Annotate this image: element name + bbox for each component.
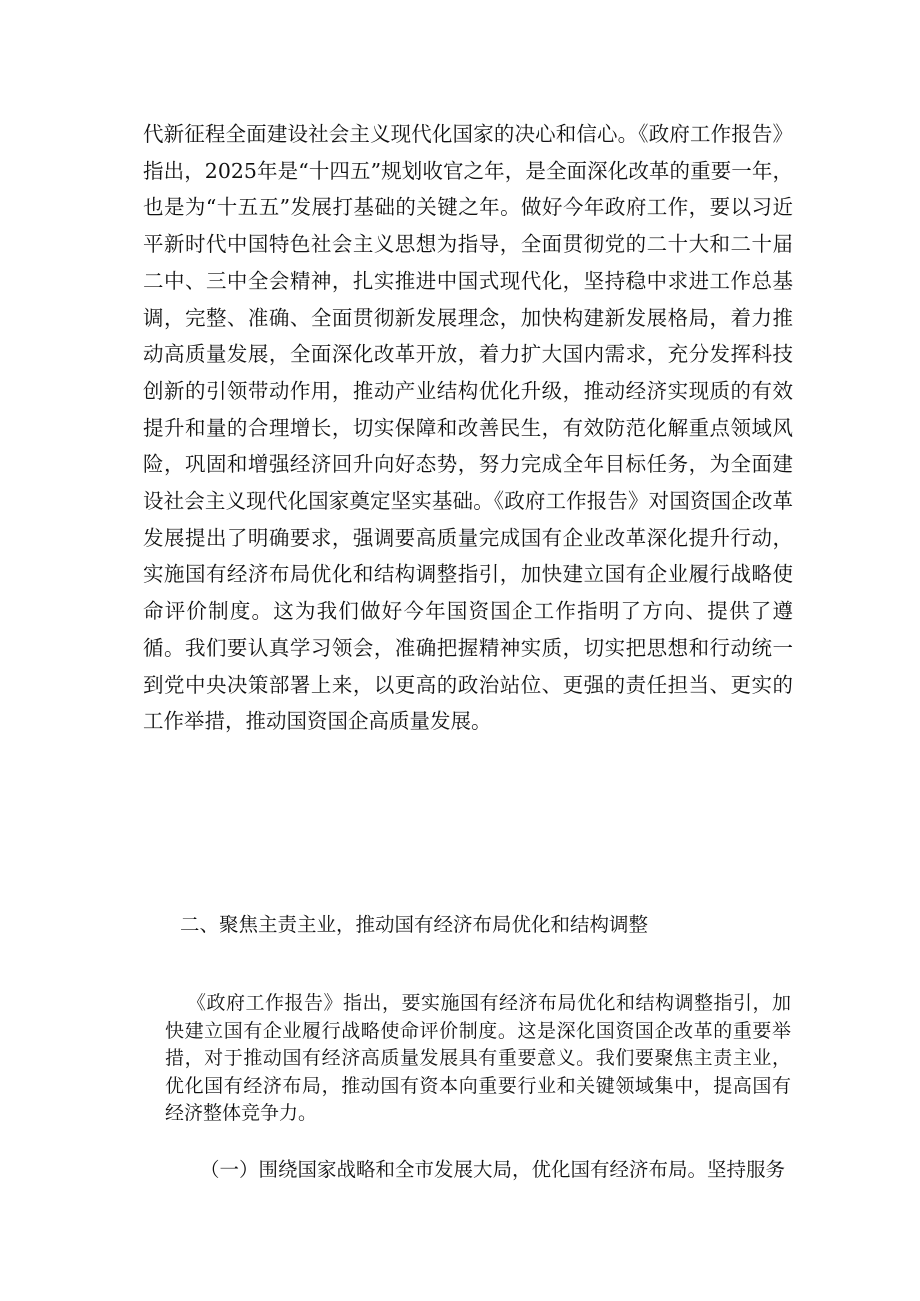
subsection-paragraph-1: （一）围绕国家战略和全市发展大局，优化国有经济布局。坚持服务 bbox=[200, 1158, 786, 1181]
body-paragraph-1: 代新征程全面建设社会主义现代化国家的决心和信心。《政府工作报告》指出，2025年是“十四五”规划收官之年，是全面深化改革的重要一年，也是为“十五五”发展打基础的关键之年。做好今年政府工作，要以习近平新时代中国特色社会主义思想为指导，全面贯彻党的二十大和二十届二中、三中全会精神，扎实推进中国式现代化，坚持稳中求进工作总基调，完整、准确、全面贯彻新发展理念，加快构建新发展格局，着力推动高质量发展，全面深化改革开放，着力扩大国内需求，充分发挥科技创新的引领带动作用，推动产业结构优化升级，推动经济实现质的有效提升和量的合理增长，切实保障和改善民生，有效防范化解重点领域风险，巩固和增强经济回升向好态势，努力完成全年目标任务，为全面建设社会主义现代化国家奠定坚实基础。《政府工作报告》对国资国企改革发展提出了明确要求，强调要高质量完成国有企业改革深化提升行动，实施国有经济布局优化和结构调整指引，加快建立国有企业履行战略使命评价制度。这为我们做好今年国资国企工作指明了方向、提供了遵循。我们要认真学习领会，准确把握精神实质，切实把思想和行动统一到党中央决策部署上来，以更高的政治站位、更强的责任担当、更实的工作举措，推动国资国企高质量发展。 bbox=[143, 122, 793, 734]
section-heading-2: 二、聚焦主责主业，推动国有经济布局优化和结构调整 bbox=[180, 913, 649, 936]
body-paragraph-2: 《政府工作报告》指出，要实施国有经济布局优化和结构调整指引，加快建立国有企业履行战略使命评价制度。这是深化国资国企改革的重要举措，对于推动国有经济高质量发展具有重要意义。我们要聚焦主责主业，优化国有经济布局，推动国有资本向重要行业和关键领域集中，提高国有经济整体竞争力。 bbox=[165, 992, 791, 1124]
